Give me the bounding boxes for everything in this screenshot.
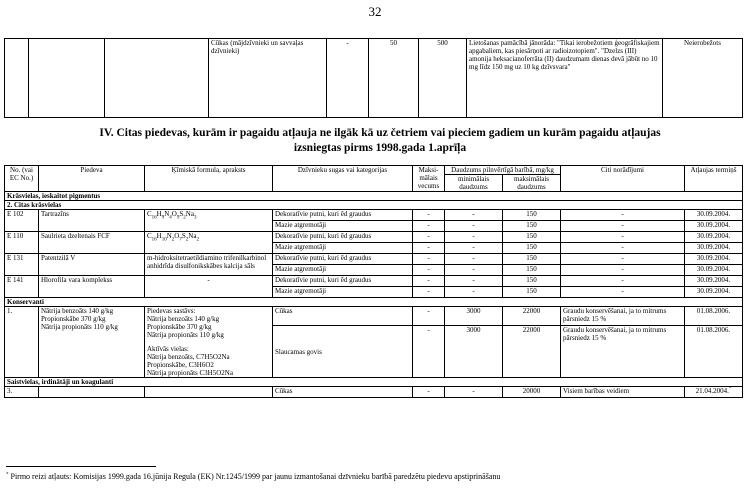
formula-cell: $C_{16}H_9N_4O_9S_2Na_3$	[145, 210, 273, 232]
max-age-cell: -	[413, 221, 445, 232]
term-cell: 21.04.2004.*	[685, 387, 743, 398]
category-other-colorants: 2. Citas krāsvielas	[5, 201, 743, 210]
notes-cell: -	[561, 276, 685, 287]
additive-cell: Tartrazīns	[39, 210, 145, 232]
max-age-cell: -	[413, 265, 445, 276]
no-cell: E 110	[5, 232, 39, 254]
species-cell: Cūkas	[273, 387, 413, 398]
max-content-cell: 150	[503, 232, 561, 243]
max-age-cell: -	[413, 232, 445, 243]
term-cell: 30.09.2004.	[685, 210, 743, 221]
additive-cell: Nātrija benzoāts 140 g/kg Propionskābe 370 g/kg Nātrija propionāts 110 g/kg	[39, 307, 145, 378]
col-header-formula: Ķīmiskā formula, apraksts	[145, 166, 273, 192]
footnote	[6, 472, 500, 482]
max-age-cell: -	[413, 307, 445, 326]
footnote-mark: *	[6, 472, 9, 478]
category-row	[5, 192, 743, 201]
min-content-cell: -	[445, 276, 503, 287]
footnote-mark: *	[728, 386, 732, 392]
min-content-cell: 50	[369, 39, 419, 118]
max-age-cell: -	[413, 276, 445, 287]
max-age-cell: -	[413, 254, 445, 265]
no-cell: E 131	[5, 254, 39, 276]
notes-cell: -	[561, 232, 685, 243]
col-header-no: No. (vai EC No.)	[5, 166, 39, 192]
max-content-cell: 22000	[503, 307, 561, 326]
max-content-cell: 150	[503, 221, 561, 232]
species-cell: Slaucamas govis	[273, 326, 413, 378]
colorants-body	[5, 210, 743, 298]
notes-cell: -	[561, 210, 685, 221]
additive-cell: Saulrieta dzeltenais FCF	[39, 232, 145, 254]
term-cell: 30.09.2004.	[685, 265, 743, 276]
formula-cell: m-hidroksitetraetildiamino trifenilkarbinol anhidrīda disulfonikskābes kalcija sāls	[145, 254, 273, 276]
page-number: 32	[368, 4, 382, 19]
col-header-notes: Citi norādījumi	[561, 166, 685, 192]
table-row	[5, 39, 743, 118]
term-cell: 01.08.2006.	[685, 326, 743, 378]
no-cell: E 141	[5, 276, 39, 298]
max-age-cell: -	[327, 39, 369, 118]
category-row	[5, 298, 743, 307]
min-content-cell: -	[445, 232, 503, 243]
additive-cell: Hlorofila vara komplekss	[39, 276, 145, 298]
min-content-cell: -	[445, 387, 503, 398]
species-cell: Dekoratīvie putni, kuri ēd graudus	[273, 232, 413, 243]
term-cell: 01.08.2006.	[685, 307, 743, 326]
min-content-cell: 3000	[445, 307, 503, 326]
max-content-cell: 150	[503, 254, 561, 265]
col-header-min: minimālais daudzums	[445, 175, 503, 192]
notes-cell: Lietošanas pamācībā jānorāda: "Tikai ierobežotiem ģeogrāfiskajiem apgabaliem, kas piesārņoti ar radioizotopiem". "Dzelzs (III) amonija heksacianoferrāta (II) daudzumam dienas devā jābūt no 10 mg līdz 150 mg uz 10 kg dzīvsvara"	[467, 39, 663, 118]
species-cell: Mazie atgremotāji	[273, 265, 413, 276]
min-content-cell: -	[445, 254, 503, 265]
no-cell: 3.	[5, 387, 39, 398]
no-cell: E 102	[5, 210, 39, 232]
footnote-text: Pirmo reizi atļauts: Komisijas 1999.gada 16.jūnija Regula (EK) Nr.1245/1999 par jaunu izmantošanai dzīvnieku barībā paredzētu piedevu apstiprināšanu	[10, 472, 501, 481]
notes-cell: -	[561, 243, 685, 254]
min-content-cell: -	[445, 265, 503, 276]
term-cell: 30.09.2004.	[685, 243, 743, 254]
category-row	[5, 378, 743, 387]
notes-cell: -	[561, 254, 685, 265]
col-header-term: Atļaujas termiņš	[685, 166, 743, 192]
formula-cell: -	[145, 276, 273, 298]
max-content-cell: 150	[503, 287, 561, 298]
category-preservatives: Konservanti	[5, 298, 743, 307]
formula-cell: Piedevas sastāvs: Nātrija benzoāts 140 g/kg Propionskābe 370 g/kg Nātrija propionāts 110 g/kg Aktīvās vielas: Nātrija benzoāts, C7H5O2Na Propionskābe, C3H6O2 Nātrija propionāts C3H5O2Na	[145, 307, 273, 378]
max-content-cell: 150	[503, 265, 561, 276]
max-content-cell: 150	[503, 276, 561, 287]
category-row	[5, 201, 743, 210]
table-row	[5, 387, 743, 398]
col-header-max-age: Maksi-mālais vecums	[413, 166, 445, 192]
table-row	[5, 307, 743, 326]
term-cell: 30.09.2004.	[685, 254, 743, 265]
notes-cell: Graudu konservēšanai, ja to mitrums pārsniedz 15 %	[561, 326, 685, 378]
min-content-cell: -	[445, 210, 503, 221]
species-cell: Mazie atgremotāji	[273, 287, 413, 298]
max-content-cell: 22000	[503, 326, 561, 378]
table-row	[5, 232, 743, 243]
species-cell: Mazie atgremotāji	[273, 221, 413, 232]
notes-cell: -	[561, 287, 685, 298]
min-content-cell: 3000	[445, 326, 503, 378]
category-colorants: Krāsvielas, ieskaitot pigmentus	[5, 192, 743, 201]
max-content-cell: 150	[503, 210, 561, 221]
max-content-cell: 500	[419, 39, 467, 118]
min-content-cell: -	[445, 287, 503, 298]
term-cell: 30.09.2004.	[685, 232, 743, 243]
header-row	[5, 166, 743, 175]
col-header-content: Daudzums pilnvērtīgā barībā, mg/kg	[445, 166, 561, 175]
section-heading: IV. Citas piedevas, kurām ir pagaidu atļauja ne ilgāk kā uz četriem vai pieciem gadiem un kurām pagaidu atļaujas izsniegtas pirms 1998.gada 1.aprīļa	[99, 127, 661, 154]
species-cell: Cūkas	[273, 307, 413, 326]
col-header-additive: Piedeva	[39, 166, 145, 192]
col-header-species: Dzīvnieku sugas vai kategorijas	[273, 166, 413, 192]
table-row	[5, 276, 743, 287]
max-age-cell: -	[413, 287, 445, 298]
top-table-fragment	[4, 38, 743, 118]
notes-cell: Graudu konservēšanai, ja to mitrums pārsniedz 15 %	[561, 307, 685, 326]
max-content-cell: 150	[503, 243, 561, 254]
max-content-cell: 20000	[503, 387, 561, 398]
species-cell: Dekoratīvie putni, kuri ēd graudus	[273, 276, 413, 287]
notes-cell: -	[561, 265, 685, 276]
col-header-max: maksimālais daudzums	[503, 175, 561, 192]
term-cell: 30.09.2004.	[685, 221, 743, 232]
category-binders: Saistvielas, irdinātāji un koagulanti	[5, 378, 743, 387]
footnote-divider	[6, 466, 156, 467]
additives-table	[4, 165, 743, 398]
table-row	[5, 210, 743, 221]
table-row	[5, 254, 743, 265]
term-cell: 30.09.2004.	[685, 276, 743, 287]
min-content-cell: -	[445, 221, 503, 232]
notes-cell: -	[561, 221, 685, 232]
min-content-cell: -	[445, 243, 503, 254]
term-cell: 30.09.2004.	[685, 287, 743, 298]
max-age-cell: -	[413, 326, 445, 378]
additive-cell: Patentzilā V	[39, 254, 145, 276]
species-cell: Mazie atgremotāji	[273, 243, 413, 254]
max-age-cell: -	[413, 243, 445, 254]
notes-cell: Visiem barības veidiem	[561, 387, 685, 398]
max-age-cell: -	[413, 210, 445, 221]
species-cell: Cūkas (mājdzīvnieki un savvaļas dzīvnieki)	[209, 39, 327, 118]
max-age-cell: -	[413, 387, 445, 398]
no-cell: 1.	[5, 307, 39, 378]
term-cell: Neierobežots	[663, 39, 743, 118]
species-cell: Dekoratīvie putni, kuri ēd graudus	[273, 254, 413, 265]
species-cell: Dekoratīvie putni, kuri ēd graudus	[273, 210, 413, 221]
formula-cell: $C_{16}H_{10}N_2O_7S_2Na_2$	[145, 232, 273, 254]
